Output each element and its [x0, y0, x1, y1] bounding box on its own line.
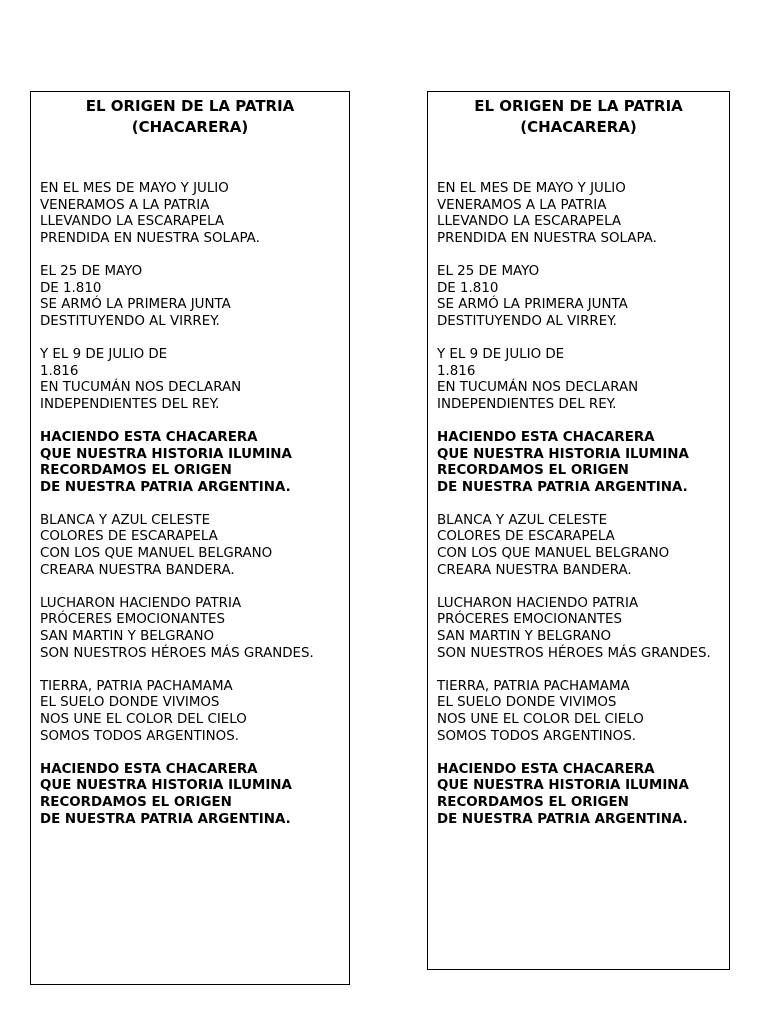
lyric-line: SE ARMÓ LA PRIMERA JUNTA [437, 297, 628, 313]
lyric-line: DESTITUYENDO AL VIRREY. [40, 313, 220, 329]
lyric-line: RECORDAMOS EL ORIGEN [437, 463, 629, 479]
title-subtitle: (CHACARERA) [520, 118, 637, 136]
lyric-line: INDEPENDIENTES DEL REY. [437, 396, 617, 412]
lyrics-body [40, 181, 314, 845]
lyric-line: EN EL MES DE MAYO Y JULIO [437, 181, 626, 196]
chorus-stanza [40, 430, 314, 496]
lyric-line: NOS UNE EL COLOR DEL CIELO [40, 712, 247, 727]
title-line: EL ORIGEN DE LA PATRIA [85, 97, 295, 115]
lyric-line: CON LOS QUE MANUEL BELGRANO [40, 546, 273, 562]
chorus-stanza [437, 430, 711, 496]
lyric-line: DE 1.810 [40, 280, 102, 296]
lyric-line: SE ARMÓ LA PRIMERA JUNTA [40, 297, 231, 313]
stanza-1 [40, 181, 314, 247]
lyric-line: DE NUESTRA PATRIA ARGENTINA. [40, 811, 291, 827]
lyric-line: TIERRA, PATRIA PACHAMAMA [437, 678, 630, 694]
lyric-line: COLORES DE ESCARAPELA [437, 529, 615, 545]
lyric-line: TIERRA, PATRIA PACHAMAMA [40, 678, 233, 694]
lyric-line: LLEVANDO LA ESCARAPELA [40, 214, 225, 230]
lyric-line: VENERAMOS A LA PATRIA [437, 197, 607, 213]
lyrics-body [437, 181, 711, 845]
lyric-line: NOS UNE EL COLOR DEL CIELO [437, 712, 644, 727]
lyric-line: COLORES DE ESCARAPELA [40, 529, 218, 545]
stanza-7 [40, 679, 314, 745]
lyric-line: HACIENDO ESTA CHACARERA [437, 761, 655, 777]
lyric-line: SOMOS TODOS ARGENTINOS. [437, 728, 636, 744]
lyric-line: SAN MARTIN Y BELGRANO [437, 629, 612, 645]
lyric-line: LLEVANDO LA ESCARAPELA [437, 214, 622, 230]
lyric-line: SOMOS TODOS ARGENTINOS. [40, 728, 239, 744]
lyric-line: CREARA NUESTRA BANDERA. [40, 562, 235, 578]
lyric-line: 1.816 [40, 363, 79, 379]
lyric-line: DE 1.810 [437, 280, 499, 296]
lyric-line: EN TUCUMÁN NOS DECLARAN [40, 380, 242, 396]
lyric-line: RECORDAMOS EL ORIGEN [40, 463, 232, 479]
lyric-line: QUE NUESTRA HISTORIA ILUMINA [437, 778, 689, 794]
stanza-2 [40, 264, 314, 330]
lyric-line: HACIENDO ESTA CHACARERA [40, 761, 258, 777]
lyric-line: QUE NUESTRA HISTORIA ILUMINA [40, 446, 292, 462]
stanza-5 [437, 513, 711, 579]
lyric-line: SON NUESTROS HÉROES MÁS GRANDES. [40, 645, 314, 661]
lyric-line: CON LOS QUE MANUEL BELGRANO [437, 546, 670, 562]
stanza-6 [40, 596, 314, 662]
lyric-line: PRÓCERES EMOCIONANTES [40, 612, 225, 628]
stanza-6 [437, 596, 711, 662]
lyric-line: PRENDIDA EN NUESTRA SOLAPA. [437, 230, 657, 246]
lyric-line: BLANCA Y AZUL CELESTE [40, 512, 211, 528]
lyric-line: SON NUESTROS HÉROES MÁS GRANDES. [437, 645, 711, 661]
lyric-line: CREARA NUESTRA BANDERA. [437, 562, 632, 578]
stanza-2 [437, 264, 711, 330]
lyric-line: EL 25 DE MAYO [40, 263, 143, 279]
lyric-line: DE NUESTRA PATRIA ARGENTINA. [40, 479, 291, 495]
lyric-line: EN EL MES DE MAYO Y JULIO [40, 181, 229, 196]
stanza-5 [40, 513, 314, 579]
lyric-line: EL 25 DE MAYO [437, 263, 540, 279]
lyric-line: HACIENDO ESTA CHACARERA [437, 429, 655, 445]
title-subtitle: (CHACARERA) [131, 118, 249, 136]
lyric-line: DE NUESTRA PATRIA ARGENTINA. [437, 479, 688, 495]
lyric-line: RECORDAMOS EL ORIGEN [437, 794, 629, 810]
song-title [31, 92, 349, 138]
lyrics-card-left [30, 91, 350, 985]
lyric-line: QUE NUESTRA HISTORIA ILUMINA [40, 778, 292, 794]
lyric-line: BLANCA Y AZUL CELESTE [437, 512, 608, 528]
chorus-stanza [40, 762, 314, 828]
lyric-line: LUCHARON HACIENDO PATRIA [40, 595, 242, 611]
lyric-line: LUCHARON HACIENDO PATRIA [437, 595, 639, 611]
song-title [428, 92, 729, 138]
lyric-line: PRENDIDA EN NUESTRA SOLAPA. [40, 230, 260, 246]
stanza-1 [437, 181, 711, 247]
stanza-3 [40, 347, 314, 413]
lyric-line: HACIENDO ESTA CHACARERA [40, 429, 258, 445]
lyric-line: DE NUESTRA PATRIA ARGENTINA. [437, 811, 688, 827]
lyric-line: SAN MARTIN Y BELGRANO [40, 629, 215, 645]
lyric-line: DESTITUYENDO AL VIRREY. [437, 313, 617, 329]
lyric-line: Y EL 9 DE JULIO DE [437, 346, 565, 362]
lyric-line: EL SUELO DONDE VIVIMOS [437, 695, 617, 711]
lyric-line: PRÓCERES EMOCIONANTES [437, 612, 622, 628]
stanza-3 [437, 347, 711, 413]
lyric-line: RECORDAMOS EL ORIGEN [40, 794, 232, 810]
title-line: EL ORIGEN DE LA PATRIA [474, 97, 683, 115]
stanza-7 [437, 679, 711, 745]
lyrics-card-right [427, 91, 730, 970]
lyric-line: Y EL 9 DE JULIO DE [40, 346, 168, 362]
lyric-line: 1.816 [437, 363, 476, 379]
lyric-line: EL SUELO DONDE VIVIMOS [40, 695, 220, 711]
lyric-line: EN TUCUMÁN NOS DECLARAN [437, 380, 639, 396]
chorus-stanza [437, 762, 711, 828]
lyric-line: QUE NUESTRA HISTORIA ILUMINA [437, 446, 689, 462]
lyric-line: VENERAMOS A LA PATRIA [40, 197, 210, 213]
lyric-line: INDEPENDIENTES DEL REY. [40, 396, 220, 412]
